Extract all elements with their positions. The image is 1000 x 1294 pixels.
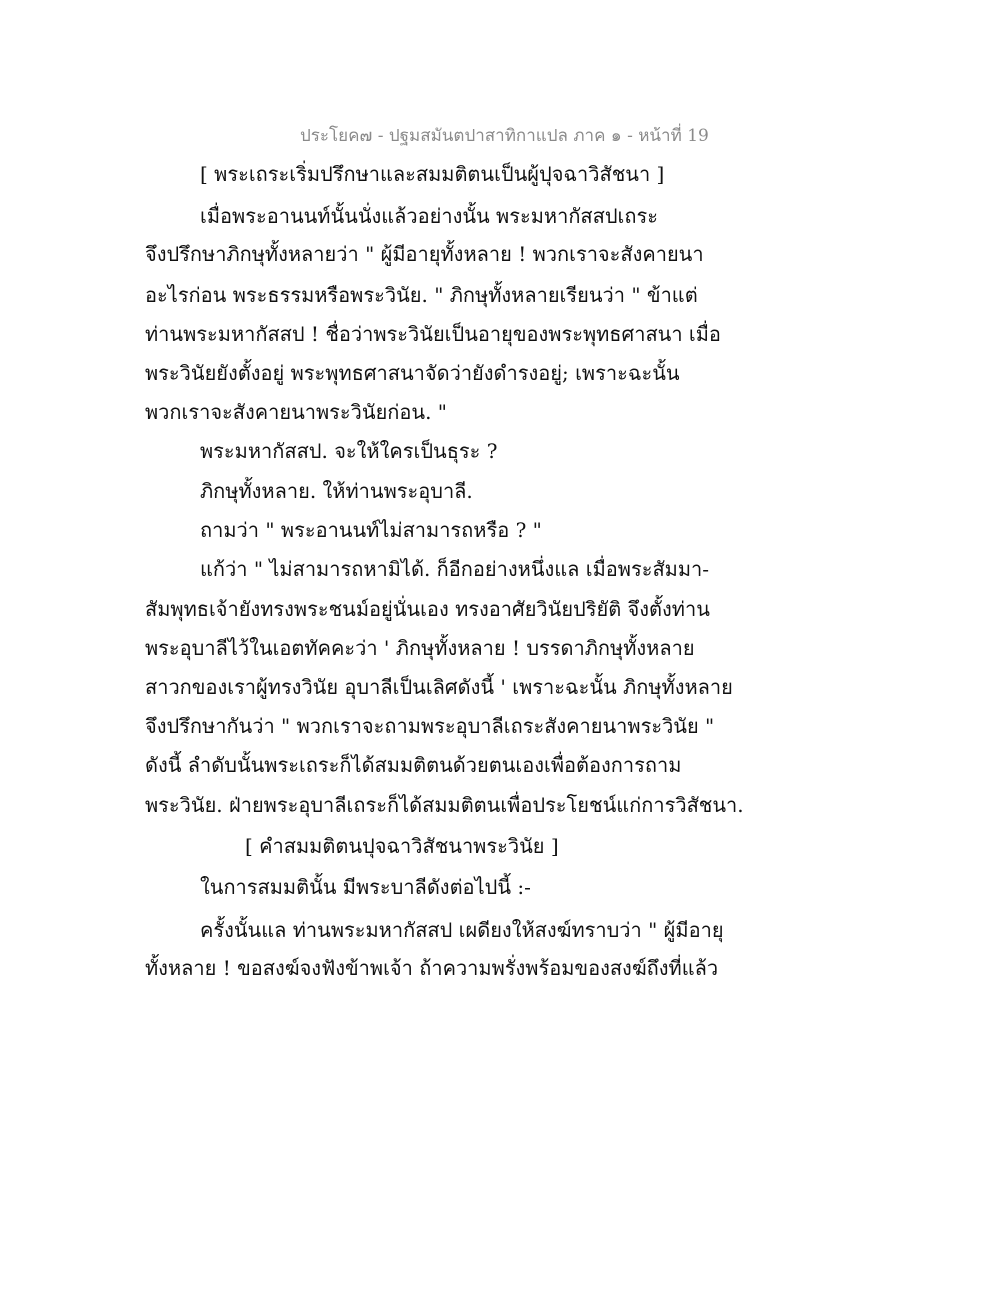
text-line: จึงปรึกษากันว่า " พวกเราจะถามพระอุบาลีเถระสังคายนาพระวินัย " <box>145 714 715 738</box>
text-line: พระวินัย. ฝ่ายพระอุบาลีเถระก็ได้สมมติตนเพื่อประโยชน์แก่การวิสัชนา. <box>145 793 744 817</box>
text-line: สาวกของเราผู้ทรงวินัย อุบาลีเป็นเลิศดังนี้ ' เพราะฉะนั้น ภิกษุทั้งหลาย <box>145 675 733 699</box>
text-line: พระอุบาลีไว้ในเอตทัคคะว่า ' ภิกษุทั้งหลาย ! บรรดาภิกษุทั้งหลาย <box>145 636 695 660</box>
section-heading: [ คำสมมติตนปุจฉาวิสัชนาพระวินัย ] <box>245 834 559 858</box>
text-line: พวกเราจะสังคายนาพระวินัยก่อน. " <box>145 400 447 424</box>
text-line: ทั้งหลาย ! ขอสงฆ์จงฟังข้าพเจ้า ถ้าความพรั่งพร้อมของสงฆ์ถึงที่แล้ว <box>145 956 719 980</box>
text-line: สัมพุทธเจ้ายังทรงพระชนม์อยู่นั่นเอง ทรงอาศัยวินัยปริยัติ จึงตั้งท่าน <box>145 597 710 621</box>
text-line: ในการสมมตินั้น มีพระบาลีดังต่อไปนี้ :- <box>200 875 531 899</box>
text-line: ท่านพระมหากัสสป ! ชื่อว่าพระวินัยเป็นอายุของพระพุทธศาสนา เมื่อ <box>145 322 721 346</box>
text-line: ครั้งนั้นแล ท่านพระมหากัสสป เผดียงให้สงฆ์ทราบว่า " ผู้มีอายุ <box>200 918 724 942</box>
text-line: จึงปรึกษาภิกษุทั้งหลายว่า " ผู้มีอายุทั้งหลาย ! พวกเราจะสังคายนา <box>145 242 704 266</box>
running-header: ประโยค๗ - ปฐมสมันตปาสาทิกาแปล ภาค ๑ - หน้าที่ 19 <box>300 126 709 146</box>
text-line: เมื่อพระอานนท์นั้นนั่งแล้วอย่างนั้น พระมหากัสสปเถระ <box>200 204 658 228</box>
text-line: ภิกษุทั้งหลาย. ให้ท่านพระอุบาลี. <box>200 479 473 503</box>
text-line: ถามว่า " พระอานนท์ไม่สามารถหรือ ? " <box>200 518 542 542</box>
text-line: พระมหากัสสป. จะให้ใครเป็นธุระ ? <box>200 439 498 463</box>
text-line: แก้ว่า " ไม่สามารถหามิได้. ก็อีกอย่างหนึ่งแล เมื่อพระสัมมา- <box>200 557 710 581</box>
text-line: อะไรก่อน พระธรรมหรือพระวินัย. " ภิกษุทั้งหลายเรียนว่า " ข้าแต่ <box>145 283 698 307</box>
text-line: ดังนี้ ลำดับนั้นพระเถระก็ได้สมมติตนด้วยตนเองเพื่อต้องการถาม <box>145 753 682 777</box>
text-line: พระวินัยยังตั้งอยู่ พระพุทธศาสนาจัดว่ายังดำรงอยู่; เพราะฉะนั้น <box>145 361 680 385</box>
section-heading: [ พระเถระเริ่มปรึกษาและสมมติตนเป็นผู้ปุจฉาวิสัชนา ] <box>200 162 665 186</box>
